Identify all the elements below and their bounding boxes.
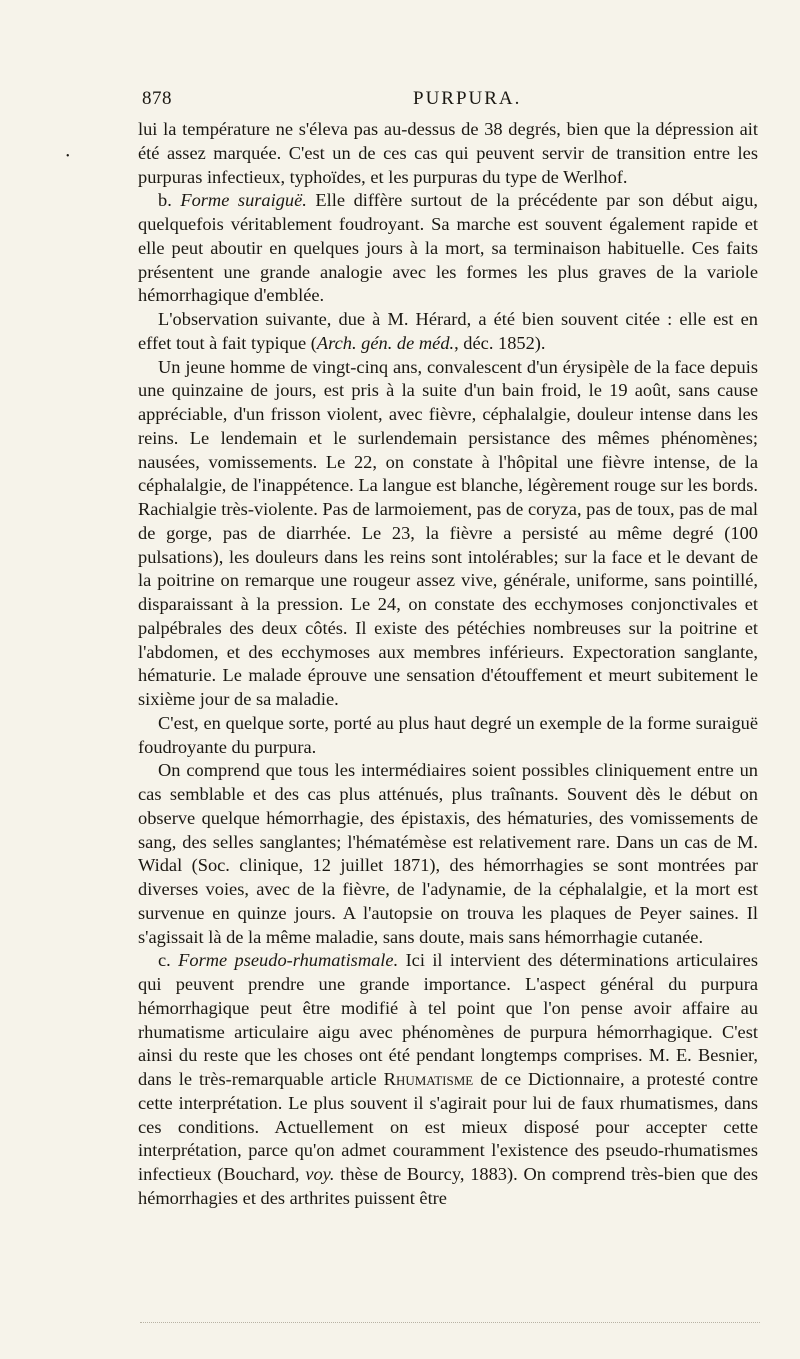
paragraph-text-end: , déc. 1852). bbox=[454, 332, 546, 353]
section-letter: c. bbox=[158, 950, 171, 971]
footer-dotted-rule bbox=[140, 1322, 760, 1323]
paragraph-text: C'est, en quelque sorte, porté au plus haut degré un exemple de la forme suraiguë foudroyante du purpura. bbox=[138, 712, 758, 757]
section-heading: Forme suraiguë. bbox=[180, 190, 307, 211]
paragraph-intermediaires bbox=[138, 759, 758, 949]
journal-citation: Arch. gén. de méd. bbox=[316, 332, 455, 353]
paragraph-text: Elle diffère surtout de la précédente par son début aigu, quelquefois véritablement foudroyant. Sa marche est souvent également rapide et elle peut aboutir en quelques jours à la mort, sa terminaison habituelle. Ces faits présentent une grande analogie avec les formes les plus graves de la variole hémorrhagique d'emblée. bbox=[138, 190, 758, 306]
running-head bbox=[138, 88, 758, 118]
paragraph-conclusion bbox=[138, 712, 758, 760]
article-title-small-caps: Rhumatisme bbox=[383, 1069, 474, 1089]
paragraph-text: Ici il intervient des déterminations articulaires qui peuvent prendre une grande importance. L'aspect général du purpura hémorrhagique peut être modifié à tel point que l'on pense avoir affaire au rhumatisme articulaire aigu avec phénomènes de purpura hémorrhagique. C'est ainsi du reste que les choses ont été pendant longtemps comprises. M. E. Besnier, dans le très-remarquable article bbox=[138, 950, 758, 1089]
paragraph-case-report bbox=[138, 356, 758, 712]
paragraph-forme-pseudo-rhumatismale bbox=[138, 949, 758, 1210]
section-letter: b. bbox=[158, 190, 172, 211]
running-title: PURPURA. bbox=[413, 88, 522, 109]
abbreviation-voy: voy. bbox=[305, 1164, 335, 1184]
section-heading: Forme pseudo-rhumatismale. bbox=[178, 950, 399, 971]
paragraph-text: L'observation suivante, due à M. Hérard, a été bien souvent citée : elle est en effet tout à fait typique ( bbox=[138, 309, 758, 353]
page-number: 878 bbox=[142, 88, 172, 109]
paragraph-observation-herard bbox=[138, 308, 758, 356]
paragraph-forme-suraigue bbox=[138, 189, 758, 308]
paragraph-text-end: thèse de Bourcy, 1883). On comprend très-bien que des hémorrhagies et des arthrites puissent être bbox=[138, 1164, 758, 1208]
paragraph-text: lui la température ne s'éleva pas au-dessus de 38 degrés, bien que la dépression ait été assez marquée. C'est un de ces cas qui peuvent servir de transition entre les purpuras infectieux, typhoïdes, et les purpuras du type de Werlhof. bbox=[138, 119, 758, 187]
paragraph-text-mid: de ce Dictionnaire, a protesté contre cette interprétation. Le plus souvent il s'agirait pour lui de faux rhumatismes, dans ces conditions. Actuellement on est mieux disposé pour accepter cette interprétation, parce qu'on admet couramment l'existence des pseudo-rhumatismes infectieux (Bouchard, bbox=[138, 1069, 758, 1184]
paragraph-text: Un jeune homme de vingt-cinq ans, convalescent d'un érysipèle de la face depuis une quinzaine de jours, est pris à la suite d'un bain froid, le 19 août, sans cause appréciable, d'un frisson violent, avec fièvre, céphalalgie, douleur intense dans les reins. Le lendemain et le surlendemain persistance des mêmes phénomènes; nausées, vomissements. Le 22, on constate à l'hôpital une fièvre intense, de la céphalalgie, de l'inappétence. La langue est blanche, légèrement rouge sur les bords. Rachialgie très-violente. Pas de larmoiement, pas de coryza, pas de toux, pas de mal de gorge, pas de diarrhée. Le 23, la fièvre a persisté au même degré (100 pulsations), les douleurs dans les reins sont intolérables; sur la face et le devant de la poitrine on remarque une rougeur assez vive, générale, uniforme, sans pointillé, disparaissant à la pression. Le 24, on constate des ecchymoses conjonctivales et palpébrales des deux côtés. Il existe des pétéchies nombreuses sur la poitrine et l'abdomen, et des ecchymoses aux membres inférieurs. Expectoration sanglante, hématurie. Le malade éprouve une sensation d'étouffement et meurt subitement le sixième jour de sa maladie. bbox=[138, 356, 758, 709]
body-text bbox=[138, 118, 758, 1211]
paragraph-continuation bbox=[138, 118, 758, 189]
paragraph-text: On comprend que tous les intermédiaires soient possibles cliniquement entre un cas semblable et des cas plus atténués, plus traînants. Souvent dès le début on observe quelque hémorrhagie, des épistaxis, des hématuries, des vomissements de sang, des selles sanglantes; l'hématémèse est relativement rare. Dans un cas de M. Widal (Soc. clinique, 12 juillet 1871), des hémorrhagies se sont montrées par diverses voies, avec de la fièvre, de l'adynamie, de la céphalalgie, et la mort est survenue en quinze jours. A l'autopsie on trouva les plaques de Peyer saines. Il s'agissait là de la même maladie, sans doute, mais sans hémorrhagie cutanée. bbox=[138, 760, 758, 947]
margin-mark: • bbox=[66, 151, 70, 162]
